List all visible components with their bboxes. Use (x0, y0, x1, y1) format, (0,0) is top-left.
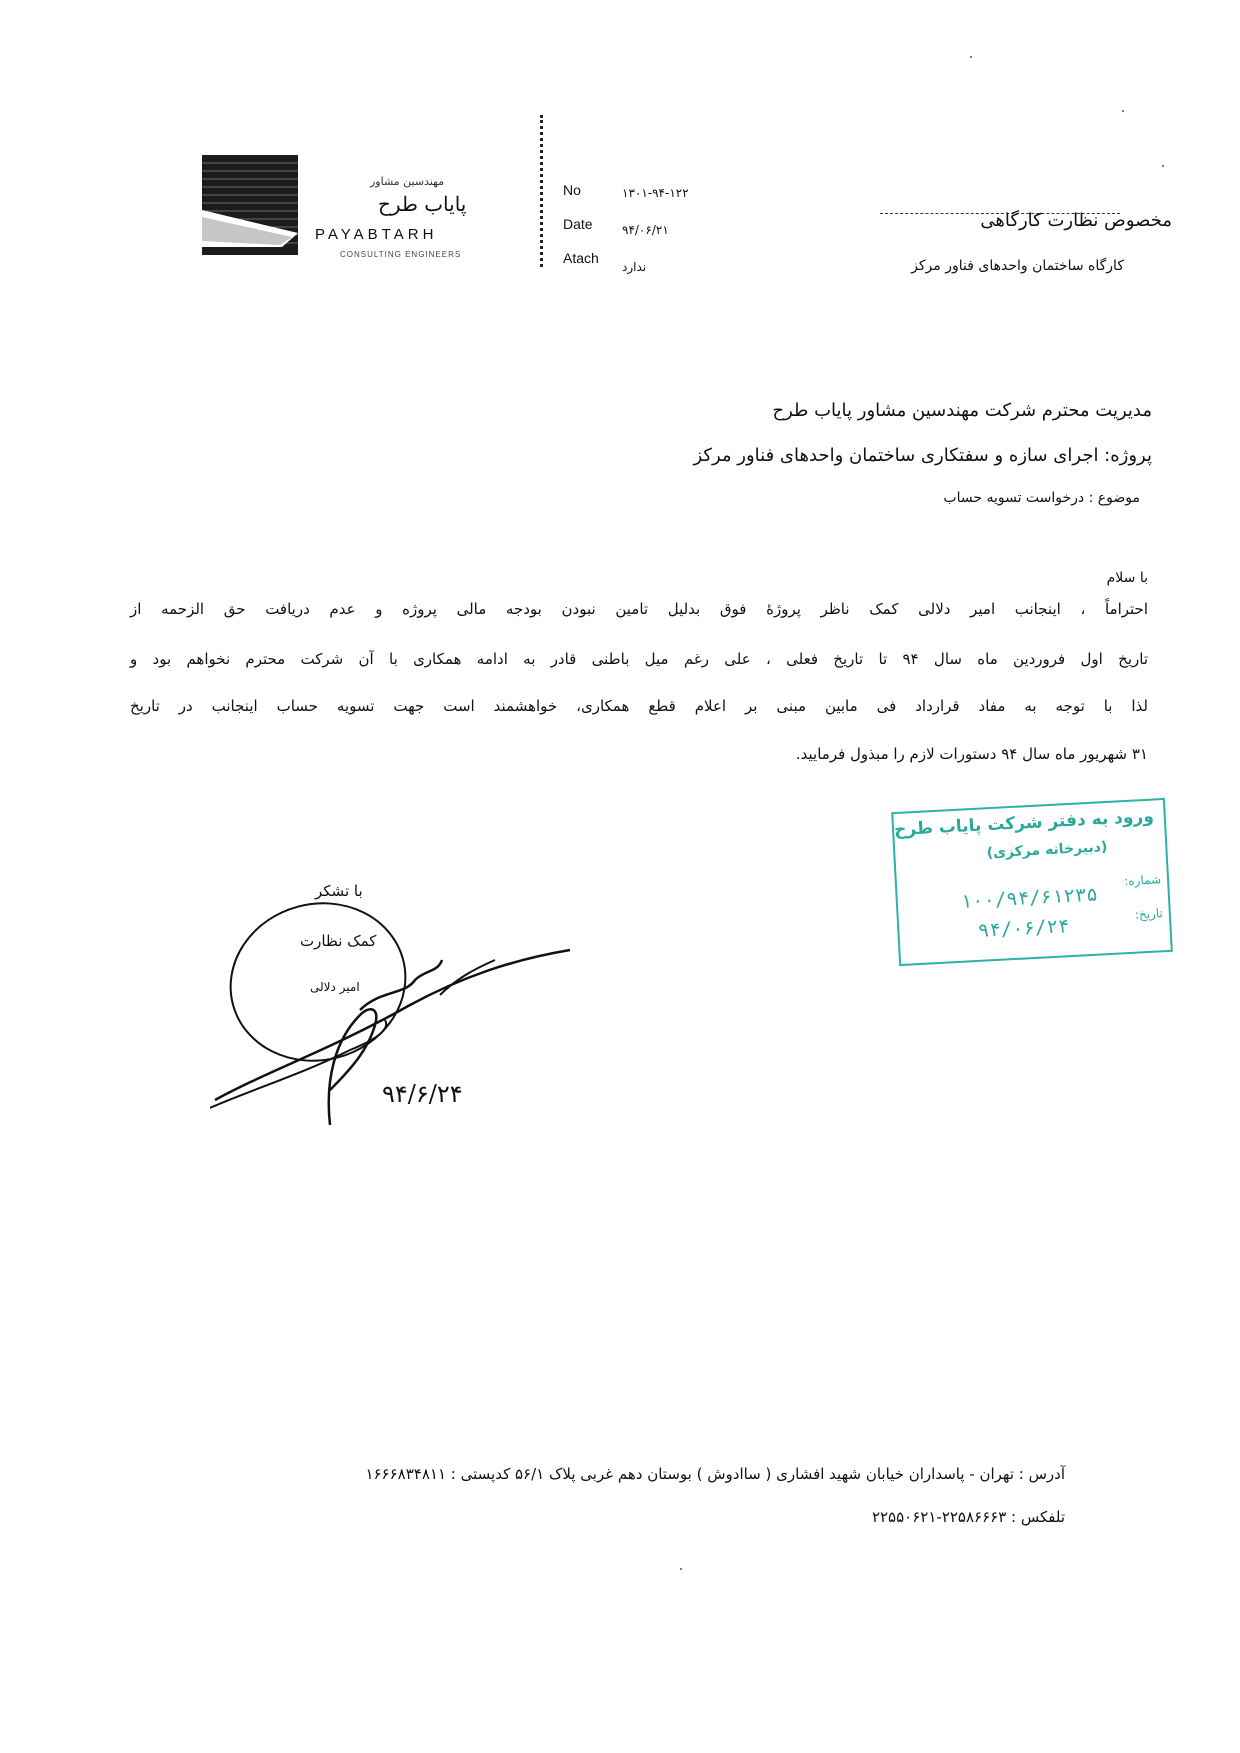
site-name: کارگاه ساختمان واحدهای فناور مرکز (911, 258, 1124, 274)
date-label: Date (563, 216, 593, 232)
body-line: تاریخ اول فروردین ماه سال ۹۴ تا تاریخ فعلی ، علی رغم میل باطنی قادر به ادامه همکاری با آن شرکت محترم نخواهم بود و (130, 650, 1148, 668)
stamp-number-value: ۱۰۰/۹۴/۶۱۲۳۵ (960, 883, 1099, 913)
stamp-date-label: تاریخ: (1134, 906, 1164, 922)
stamp-title: ورود به دفتر شرکت پایاب طرح (893, 806, 1155, 841)
logo-name-en: PAYABTARH (315, 226, 438, 243)
logo-caption: مهندسین مشاور (370, 175, 445, 188)
greeting: با سلام (1106, 570, 1148, 586)
stamp-date-value: ۹۴/۰۶/۲۴ (977, 915, 1070, 942)
no-label: No (563, 182, 581, 198)
logo-subtitle: CONSULTING ENGINEERS (340, 250, 462, 259)
received-stamp (891, 798, 1173, 966)
attach-label: Atach (563, 250, 599, 266)
payabtarh-logo-icon (202, 155, 298, 255)
thanks-text: با تشکر (315, 882, 363, 900)
signature-stamp-title: کمک نظارت (300, 932, 377, 950)
project-line: پروژه: اجرای سازه و سفتکاری ساختمان واحدهای فناور مرکز (693, 445, 1152, 466)
attach-value: ندارد (622, 260, 647, 274)
addressee: مدیریت محترم شرکت مهندسین مشاور پایاب طرح (772, 400, 1152, 421)
body-line: لذا با توجه به مفاد قرارداد فی مابین مبنی بر اعلام قطع همکاری، خواهشمند است جهت تسویه حساب اینجانب در تاریخ (130, 697, 1148, 715)
body-line: ۳۱ شهریور ماه سال ۹۴ دستورات لازم را مبذول فرمایید. (795, 745, 1148, 763)
body-line: احتراماً ، اینجانب امیر دلالی کمک ناظر پروژهٔ فوق بدلیل تامین نبودن بودجه مالی پروژه و عدم دریافت حق الزحمه از (130, 600, 1148, 618)
date-value: ۹۴/۰۶/۲۱ (622, 223, 669, 237)
scan-speck (970, 56, 972, 58)
footer-address: آدرس : تهران - پاسداران خیابان شهید افشاری ( ساادوش ) بوستان دهم غربی پلاک ۵۶/۱ کدپستی : ۱۶۶۶۸۳۴۸۱۱ (365, 1465, 1065, 1483)
scan-speck (680, 1568, 682, 1570)
confidential-heading: مخصوص نظارت کارگاهی (980, 210, 1172, 231)
logo-name-fa: پایاب طرح (378, 192, 467, 216)
no-value: ۱۳۰۱-۹۴-۱۲۲ (622, 186, 689, 200)
stamp-subtitle: (دبیرخانه مرکزی) (986, 839, 1108, 862)
scan-speck (1162, 165, 1164, 167)
stamp-number-label: شماره: (1123, 872, 1162, 889)
signature-stamp-name: امیر دلالی (310, 980, 360, 994)
subject-line: موضوع : درخواست تسویه حساب (943, 490, 1140, 506)
scan-speck (1122, 110, 1124, 112)
handwritten-date: ۹۴/۶/۲۴ (382, 1080, 463, 1108)
letterhead-divider (540, 115, 543, 267)
footer-telfax: تلفکس : ۲۲۵۸۶۶۶۳-۲۲۵۵۰۶۲۱ (871, 1508, 1065, 1526)
heading-underline (880, 213, 1120, 214)
